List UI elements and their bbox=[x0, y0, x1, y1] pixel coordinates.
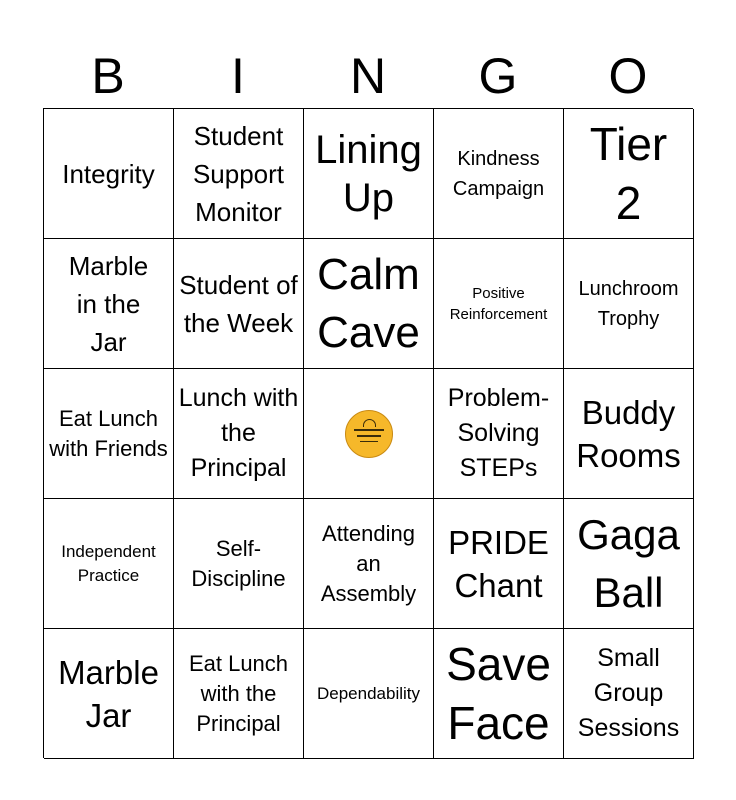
free-space[interactable] bbox=[304, 369, 434, 499]
cell-text: Lining Up bbox=[315, 127, 422, 220]
header-letter-i: I bbox=[231, 48, 245, 104]
cell-text: Self-Discipline bbox=[191, 535, 286, 591]
bingo-cell-r4c2[interactable] bbox=[174, 499, 304, 629]
header-letter-b: B bbox=[91, 48, 125, 104]
bingo-cell-r2c3[interactable] bbox=[304, 239, 434, 369]
bingo-cell-r4c4[interactable] bbox=[434, 499, 564, 629]
bingo-cell-r2c1[interactable] bbox=[44, 239, 174, 369]
bingo-cell-r4c3[interactable] bbox=[304, 499, 434, 629]
header-letter-g: G bbox=[478, 48, 518, 104]
bingo-cell-r2c5[interactable] bbox=[564, 239, 694, 369]
cell-text: Gaga Ball bbox=[577, 510, 680, 616]
cell-text: Eat Lunch with Friends bbox=[49, 405, 168, 461]
cell-text: Kindness Campaign bbox=[452, 147, 545, 200]
school-logo-sun-icon bbox=[345, 410, 393, 458]
bingo-cell-r5c1[interactable] bbox=[44, 629, 174, 759]
cell-text: Eat Lunch with the Principal bbox=[188, 650, 289, 736]
cell-text: Dependability bbox=[316, 683, 420, 703]
cell-text: Marble in the Jar bbox=[68, 250, 149, 357]
bingo-cell-r5c5[interactable] bbox=[564, 629, 694, 759]
bingo-cell-r2c4[interactable] bbox=[434, 239, 564, 369]
cell-text: Problem-Solving STEPs bbox=[447, 384, 550, 482]
cell-text: Marble Jar bbox=[58, 653, 159, 734]
cell-text: Buddy Rooms bbox=[576, 393, 681, 474]
bingo-board bbox=[43, 108, 693, 758]
header-letter-o: O bbox=[608, 48, 648, 104]
bingo-cell-r1c1[interactable] bbox=[44, 109, 174, 239]
cell-text: Attending an Assembly bbox=[320, 520, 417, 606]
bingo-cell-r3c2[interactable] bbox=[174, 369, 304, 499]
header-letter-n: N bbox=[349, 48, 387, 104]
cell-text: Integrity bbox=[62, 158, 155, 189]
bingo-cell-r1c5[interactable] bbox=[564, 109, 694, 239]
bingo-cell-r1c4[interactable] bbox=[434, 109, 564, 239]
cell-text: Lunchroom Trophy bbox=[578, 277, 679, 330]
cell-text: Save Face bbox=[446, 637, 551, 749]
cell-text: Student of the Week bbox=[179, 269, 298, 338]
bingo-cell-r1c3[interactable] bbox=[304, 109, 434, 239]
cell-text: Small Group Sessions bbox=[577, 644, 680, 742]
bingo-cell-r5c4[interactable] bbox=[434, 629, 564, 759]
cell-text: Tier 2 bbox=[589, 117, 668, 229]
cell-text: Lunch with the Principal bbox=[178, 384, 299, 482]
bingo-cell-r3c5[interactable] bbox=[564, 369, 694, 499]
cell-text: Independent Practice bbox=[61, 541, 156, 585]
bingo-cell-r3c1[interactable] bbox=[44, 369, 174, 499]
bingo-cell-r5c3[interactable] bbox=[304, 629, 434, 759]
cell-text: Student Support Monitor bbox=[192, 120, 285, 227]
bingo-cell-r5c2[interactable] bbox=[174, 629, 304, 759]
cell-text: Calm Cave bbox=[317, 249, 420, 357]
cell-text: Positive Reinforcement bbox=[449, 284, 548, 323]
cell-text: PRIDE Chant bbox=[448, 523, 549, 604]
bingo-cell-r4c1[interactable] bbox=[44, 499, 174, 629]
bingo-cell-r1c2[interactable] bbox=[174, 109, 304, 239]
bingo-cell-r3c4[interactable] bbox=[434, 369, 564, 499]
bingo-cell-r2c2[interactable] bbox=[174, 239, 304, 369]
bingo-header bbox=[43, 48, 693, 104]
bingo-cell-r4c5[interactable] bbox=[564, 499, 694, 629]
